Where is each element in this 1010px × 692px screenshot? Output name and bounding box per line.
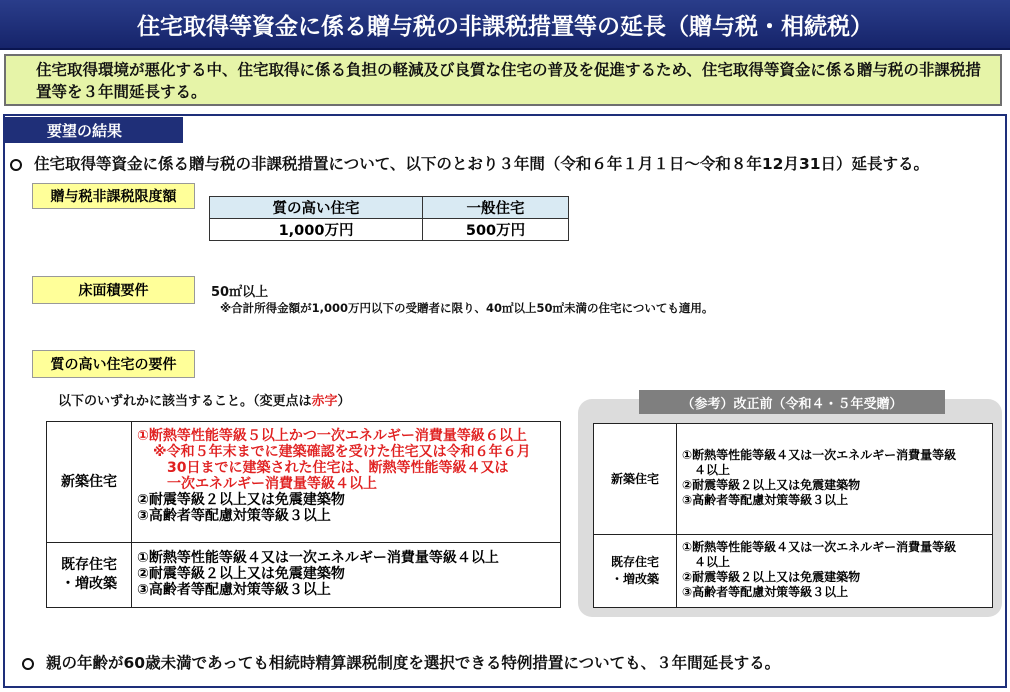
quality-intro-text: 以下のいずれかに該当すること。（変更点は <box>58 394 312 409</box>
existing-housing-requirements <box>137 550 499 598</box>
bullet-settlement-taxation <box>22 651 780 673</box>
existing-housing-label <box>47 543 132 607</box>
quality-intro <box>58 390 351 409</box>
new-housing-label: 新築住宅 <box>47 422 132 542</box>
new-req-1: ①断熱等性能等級５以上かつ一次エネルギー消費量等級６以上 <box>137 428 527 444</box>
quality-intro-suffix: ） <box>337 394 351 409</box>
existing-req-2: ②耐震等級２以上又は免震建築物 <box>137 566 345 582</box>
existing-req-3: ③高齢者等配慮対策等級３以上 <box>137 582 331 598</box>
bullet-text: 親の年齢が60歳未満であっても相続時精算課税制度を選択できる特例措置についても、３年間延長する。 <box>46 654 781 672</box>
reference-table <box>593 423 993 608</box>
ref-new-req-1a: ①断熱等性能等級４又は一次エネルギー消費量等級 <box>682 448 957 462</box>
ref-new-req-3: ③高齢者等配慮対策等級３以上 <box>682 493 849 507</box>
bullet-circle-icon <box>10 159 22 171</box>
ref-existing-req-3: ③高齢者等配慮対策等級３以上 <box>682 585 849 599</box>
floor-area-value: 50㎡以上 <box>211 285 269 300</box>
new-req-3: ③高齢者等配慮対策等級３以上 <box>137 508 331 524</box>
ref-existing-housing-label <box>594 535 677 607</box>
ref-existing-label-line1: 既存住宅 <box>610 555 659 569</box>
limit-value-general: 500万円 <box>423 219 569 241</box>
reference-tab: （参考）改正前（令和４・５年受贈） <box>639 390 945 414</box>
ref-new-req-2: ②耐震等級２以上又は免震建築物 <box>682 478 861 492</box>
quality-requirements-label: 質の高い住宅の要件 <box>32 350 195 378</box>
limit-table-value-row <box>210 219 569 241</box>
ref-existing-label-line2: ・増改築 <box>610 572 659 586</box>
quality-intro-red: 赤字 <box>311 394 338 409</box>
floor-area-label: 床面積要件 <box>32 276 195 304</box>
bullet-text: 住宅取得等資金に係る贈与税の非課税措置について、以下のとおり３年間（令和６年１月１日～令和８年12月31日）延長する。 <box>34 155 930 173</box>
new-req-note-2: 30日までに建築された住宅は、断熱等性能等級４又は <box>167 460 509 476</box>
section-heading: 要望の結果 <box>5 117 183 143</box>
existing-label-line2: ・増改築 <box>61 576 117 592</box>
floor-area-note: ※合計所得金額が1,000万円以下の受贈者に限り、40㎡以上50㎡未満の住宅についても適用。 <box>220 301 714 315</box>
new-req-note-1: ※令和５年末までに建築確認を受けた住宅又は令和６年６月 <box>153 444 531 460</box>
page-title: 住宅取得等資金に係る贈与税の非課税措置等の延長（贈与税・相続税） <box>0 0 1010 50</box>
limit-label: 贈与税非課税限度額 <box>32 183 195 209</box>
limit-table-header-row <box>210 197 569 219</box>
ref-new-housing-label: 新築住宅 <box>594 424 677 534</box>
limit-header-general: 一般住宅 <box>423 197 569 219</box>
limit-table <box>209 196 569 241</box>
ref-existing-req-1a: ①断熱等性能等級４又は一次エネルギー消費量等級 <box>682 540 957 554</box>
ref-new-housing-requirements <box>682 448 956 508</box>
summary-box: 住宅取得環境が悪化する中、住宅取得に係る負担の軽減及び良質な住宅の普及を促進するため、住宅取得等資金に係る贈与税の非課税措置等を３年間延長する。 <box>4 54 1002 106</box>
limit-value-quality: 1,000万円 <box>210 219 423 241</box>
existing-label-line1: 既存住宅 <box>61 557 117 573</box>
requirements-table <box>46 421 561 608</box>
new-req-note-3: 一次エネルギー消費量等級４以上 <box>167 476 377 492</box>
ref-existing-req-1b: ４以上 <box>694 555 731 569</box>
existing-req-1: ①断熱等性能等級４又は一次エネルギー消費量等級４以上 <box>137 550 499 566</box>
ref-existing-housing-requirements <box>682 540 956 600</box>
ref-new-req-1b: ４以上 <box>694 463 731 477</box>
limit-header-quality: 質の高い住宅 <box>210 197 423 219</box>
new-housing-requirements <box>137 428 531 524</box>
new-req-2: ②耐震等級２以上又は免震建築物 <box>137 492 345 508</box>
bullet-circle-icon <box>22 658 34 670</box>
ref-existing-req-2: ②耐震等級２以上又は免震建築物 <box>682 570 861 584</box>
bullet-extension-gift-tax <box>10 152 929 174</box>
